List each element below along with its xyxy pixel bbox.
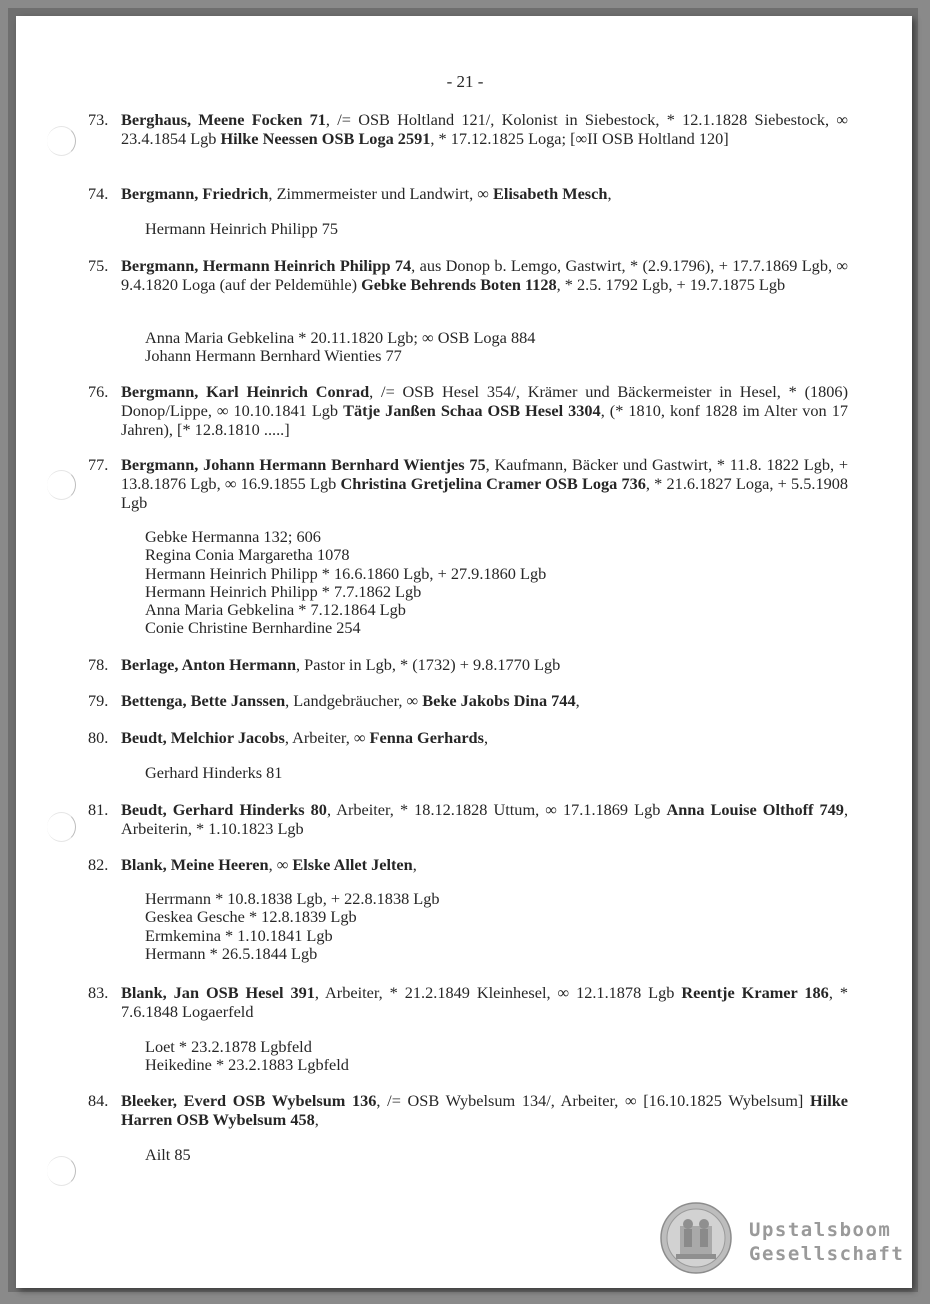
spouse-name: Christina Gretjelina Cramer OSB Loga 736: [340, 474, 646, 493]
entry-75: [88, 256, 848, 294]
entry-74: [88, 184, 848, 203]
page-number: - 21 -: [446, 72, 484, 91]
entry-number: 73.: [88, 110, 109, 129]
entry-details-cont: , Arbeiterin, * 1.10.1823 Lgb: [121, 800, 849, 838]
entry-name: Blank, Meine Heeren: [121, 855, 269, 874]
spouse-name: Beke Jakobs Dina 744: [422, 691, 576, 710]
entry-details: , Zimmermeister und Landwirt, ∞: [268, 184, 493, 203]
entry-number: 76.: [88, 382, 109, 401]
child-item: Anna Maria Gebkelina * 20.11.1820 Lgb; ∞ OSB Loga 884: [145, 328, 536, 347]
child-item: Gebke Hermanna 132; 606: [145, 527, 321, 546]
entry-details-cont: , (* 1810, konf 1828 im Alter von 17 Jahren), [* 12.8.1810 .....]: [121, 401, 848, 439]
seal-logo-icon: [660, 1202, 732, 1274]
society-logo-text: [749, 1218, 909, 1266]
child-item: Hermann * 26.5.1844 Lgb: [145, 943, 318, 963]
entry-name: Bergmann, Friedrich: [121, 184, 269, 203]
entry-details: , aus Donop b. Lemgo, Gastwirt, * (2.9.1796), + 17.7.1869 Lgb, ∞ 9.4.1820 Loga (auf der Peldemühle): [121, 256, 849, 294]
entry-number: 81.: [88, 800, 109, 819]
entry-text: [121, 1091, 848, 1129]
entry-text: [121, 382, 848, 439]
entry-details: , Arbeiter, * 21.2.1849 Kleinhesel, ∞ 12.1.1878 Lgb: [314, 983, 682, 1002]
logo-line-2: Gesellschaft: [749, 1243, 905, 1265]
child-item: Loet * 23.2.1878 Lgbfeld: [145, 1037, 312, 1056]
entry-details-cont: ,: [607, 184, 612, 203]
entry-details-cont: , * 21.6.1827 Loga, + 5.5.1908 Lgb: [121, 474, 849, 512]
entry-details: , /= OSB Wybelsum 134/, Arbeiter, ∞ [16.10.1825 Wybelsum]: [376, 1091, 810, 1110]
entry-number: 79.: [88, 691, 109, 710]
entry-77: [88, 455, 848, 512]
entry-details: , Kaufmann, Bäcker und Gastwirt, * 11.8. 1822 Lgb, + 13.8.1876 Lgb, ∞ 16.9.1855 Lgb: [121, 455, 849, 493]
entry-text: [121, 655, 848, 674]
child-item: Herrmann * 10.8.1838 Lgb, + 22.8.1838 Lgb: [145, 889, 440, 908]
entry-number: 83.: [88, 983, 109, 1002]
entry-details-cont: ,: [483, 728, 489, 747]
children-80: [145, 764, 845, 782]
punch-hole: [47, 1156, 76, 1186]
children-74: [145, 220, 845, 238]
entry-name: Bettenga, Bette Janssen: [121, 691, 286, 710]
entry-text: [121, 855, 848, 874]
entry-number: 82.: [88, 855, 109, 874]
entry-text: [121, 691, 848, 710]
logo-line-1: Upstalsboom: [749, 1219, 892, 1241]
spouse-name: Fenna Gerhards: [369, 728, 484, 747]
spouse-name: Tätje Janßen Schaa OSB Hesel 3304: [343, 401, 601, 420]
entry-79: [88, 691, 848, 710]
entry-name: Blank, Jan OSB Hesel 391: [121, 983, 315, 1002]
spouse-name: Reentje Kramer 186: [681, 983, 829, 1002]
entry-details-cont: ,: [314, 1110, 319, 1129]
entry-text: [121, 455, 848, 512]
punch-hole: [47, 126, 76, 156]
spouse-name: Hilke Neessen OSB Loga 2591: [220, 129, 431, 148]
entry-name: Berghaus, Meene Focken 71: [121, 110, 326, 129]
entry-details: , Landgebräucher, ∞: [285, 691, 423, 710]
entry-details: , /= OSB Hesel 354/, Krämer und Bäckermeister in Hesel, * (1806) Donop/Lippe, ∞ 10.10.1841 Lgb: [121, 382, 848, 420]
entry-text: [121, 184, 848, 203]
entry-83: [88, 983, 848, 1021]
child-item: Hermann Heinrich Philipp 75: [145, 219, 339, 238]
entry-details-cont: ,: [575, 691, 580, 710]
entry-76: [88, 382, 848, 439]
spouse-name: Gebke Behrends Boten 1128: [361, 275, 557, 294]
entry-82: [88, 855, 848, 874]
entry-text: [121, 728, 848, 747]
entry-details: , ∞: [268, 855, 293, 874]
entry-name: Bergmann, Johann Hermann Bernhard Wientjes 75: [121, 455, 486, 474]
child-item: Heikedine * 23.2.1883 Lgbfeld: [145, 1055, 349, 1075]
spouse-name: Elisabeth Mesch: [493, 184, 608, 203]
child-item: Geskea Gesche * 12.8.1839 Lgb: [145, 907, 357, 927]
child-item: Hermann Heinrich Philipp * 16.6.1860 Lgb, + 27.9.1860 Lgb: [145, 563, 547, 583]
children-77: [145, 528, 845, 638]
entry-text: [121, 800, 848, 838]
entry-number: 74.: [88, 184, 109, 203]
entry-details: , Arbeiter, ∞: [284, 728, 370, 747]
entry-details: , Pastor in Lgb, * (1732) + 9.8.1770 Lgb: [296, 655, 561, 674]
punch-hole: [47, 470, 76, 500]
children-75: [145, 329, 845, 366]
entry-text: [121, 983, 848, 1021]
entry-80: [88, 728, 848, 747]
child-item: Ailt 85: [145, 1145, 191, 1164]
entry-text: [121, 256, 848, 294]
entry-name: Bergmann, Hermann Heinrich Philipp 74: [121, 256, 412, 275]
child-item: Regina Conia Margaretha 1078: [145, 545, 350, 565]
entry-name: Beudt, Melchior Jacobs: [121, 728, 285, 747]
entry-81: [88, 800, 848, 838]
entry-name: Bergmann, Karl Heinrich Conrad: [121, 382, 370, 401]
entry-number: 84.: [88, 1091, 109, 1110]
child-item: Johann Hermann Bernhard Wienties 77: [145, 346, 402, 366]
child-item: Anna Maria Gebkelina * 7.12.1864 Lgb: [145, 600, 406, 620]
entry-number: 78.: [88, 655, 109, 674]
child-item: Gerhard Hinderks 81: [145, 763, 283, 782]
entry-details-cont: , * 17.12.1825 Loga; [∞II OSB Holtland 120]: [430, 129, 729, 148]
entry-text: [121, 110, 848, 148]
entry-details: , /= OSB Holtland 121/, Kolonist in Siebestock, * 12.1.1828 Siebestock, ∞ 23.4.1854 Lgb: [121, 110, 848, 148]
entry-name: Bleeker, Everd OSB Wybelsum 136: [121, 1091, 377, 1110]
child-item: Conie Christine Bernhardine 254: [145, 618, 361, 638]
child-item: Ermkemina * 1.10.1841 Lgb: [145, 925, 333, 945]
entry-details-cont: , * 7.6.1848 Logaerfeld: [121, 983, 849, 1021]
entry-number: 77.: [88, 455, 109, 474]
entry-details-cont: , * 2.5. 1792 Lgb, + 19.7.1875 Lgb: [556, 275, 786, 294]
entry-number: 80.: [88, 728, 109, 747]
children-83: [145, 1038, 845, 1075]
entry-84: [88, 1091, 848, 1129]
entry-details: , Arbeiter, * 18.12.1828 Uttum, ∞ 17.1.1869 Lgb: [326, 800, 667, 819]
spouse-name: Elske Allet Jelten: [292, 855, 413, 874]
child-item: Hermann Heinrich Philipp * 7.7.1862 Lgb: [145, 581, 422, 601]
children-82: [145, 890, 845, 963]
entry-name: Beudt, Gerhard Hinderks 80: [121, 800, 327, 819]
entry-name: Berlage, Anton Hermann: [121, 655, 297, 674]
entry-number: 75.: [88, 256, 109, 275]
entry-73: [88, 110, 848, 148]
entry-details-cont: ,: [412, 855, 417, 874]
spouse-name: Hilke Harren OSB Wybelsum 458: [121, 1091, 848, 1129]
entry-78: [88, 655, 848, 674]
spouse-name: Anna Louise Olthoff 749: [666, 800, 844, 819]
punch-hole: [47, 812, 76, 842]
children-84: [145, 1146, 845, 1164]
